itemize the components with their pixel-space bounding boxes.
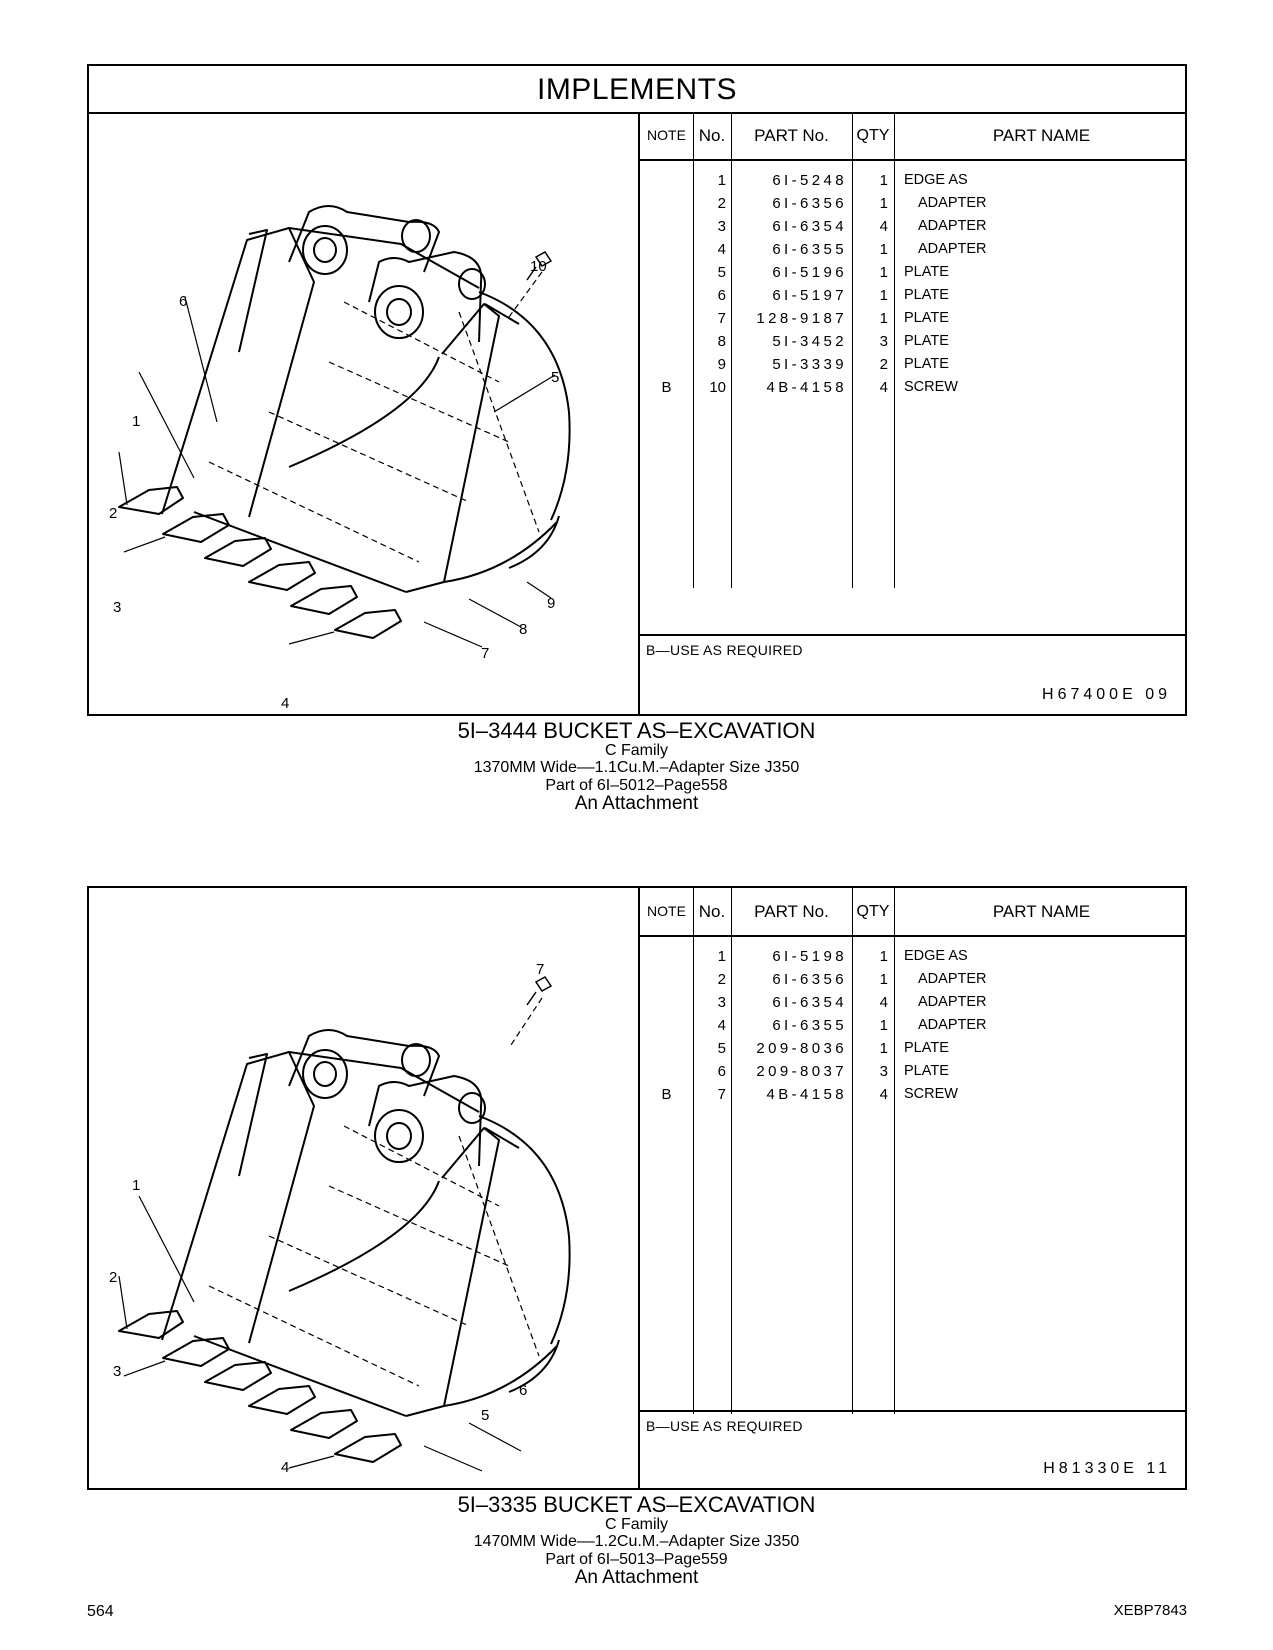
row-note: B: [661, 1086, 672, 1103]
row-item-number: 2: [717, 195, 726, 212]
row-part-name: PLATE: [904, 287, 949, 303]
callout-7: 7: [481, 645, 490, 662]
callout-6: 6: [179, 293, 188, 310]
row-part-number: 6I-5248: [772, 172, 847, 189]
callout-2: 2: [109, 505, 118, 522]
caption-family: C Family: [604, 1516, 669, 1533]
header-part-name: PART NAME: [992, 126, 1091, 145]
row-quantity: 1: [879, 971, 888, 988]
table-header: [640, 112, 1185, 161]
table-row: [640, 991, 1185, 1014]
caption-attachment: An Attachment: [574, 793, 699, 814]
row-part-name: ADAPTER: [918, 241, 987, 257]
section-title: IMPLEMENTS: [89, 66, 1185, 114]
table-row: [640, 1060, 1185, 1083]
row-quantity: 1: [879, 195, 888, 212]
row-quantity: 4: [879, 379, 888, 396]
row-part-name: ADAPTER: [918, 994, 987, 1010]
row-item-number: 1: [717, 948, 726, 965]
row-item-number: 10: [709, 379, 726, 396]
table-row: [640, 1014, 1185, 1037]
row-quantity: 1: [879, 287, 888, 304]
header-part-no: PART No.: [754, 902, 829, 921]
row-item-number: 1: [717, 172, 726, 189]
callout-6: 6: [519, 1382, 528, 1399]
row-part-number: 5I-3452: [772, 333, 847, 350]
callout-8: 8: [519, 621, 528, 638]
callout-3: 3: [113, 1363, 122, 1380]
row-part-name: SCREW: [904, 379, 958, 395]
callout-5: 5: [481, 1407, 490, 1424]
caption-spec: 1470MM Wide––1.2Cu.M.–Adapter Size J350: [473, 1533, 800, 1550]
table-row: [640, 376, 1185, 399]
table-row: [640, 307, 1185, 330]
table-row: [640, 1083, 1185, 1106]
callout-1: 1: [132, 413, 141, 430]
row-part-number: 209-8036: [756, 1040, 847, 1057]
row-part-name: PLATE: [904, 333, 949, 349]
row-part-name: PLATE: [904, 310, 949, 326]
row-part-number: 6I-5198: [772, 948, 847, 965]
callout-1: 1: [132, 1177, 141, 1194]
table-row: [640, 330, 1185, 353]
table-rows-1: [640, 169, 1185, 399]
caption-part-of: Part of 6I–5013–Page559: [545, 1551, 728, 1568]
row-quantity: 1: [879, 264, 888, 281]
caption-spec: 1370MM Wide––1.1Cu.M.–Adapter Size J350: [473, 759, 800, 776]
table-row: [640, 215, 1185, 238]
header-qty: QTY: [856, 903, 890, 920]
parts-panel-2: [87, 886, 1187, 1490]
bucket-drawing-1: [89, 112, 638, 712]
row-part-number: 4B-4158: [766, 1086, 847, 1103]
bucket-illustration-1: [89, 112, 638, 714]
callout-10: 10: [530, 258, 547, 275]
bucket-drawing-2: [89, 888, 638, 1488]
callout-9: 9: [547, 595, 556, 612]
illustration-code: H67400E 09: [1042, 686, 1171, 703]
panel-body-2: [89, 888, 1185, 1488]
bucket-illustration-2: [89, 888, 638, 1488]
table-row: [640, 353, 1185, 376]
header-no: No.: [698, 126, 726, 145]
footnote: B—USE AS REQUIRED: [646, 1418, 803, 1434]
header-qty: QTY: [856, 127, 890, 144]
row-item-number: 4: [717, 241, 726, 258]
row-quantity: 4: [879, 1086, 888, 1103]
page-number: 564: [87, 1603, 114, 1620]
panel-body-1: [89, 112, 1185, 714]
row-part-number: 6I-6354: [772, 218, 847, 235]
row-part-number: 209-8037: [756, 1063, 847, 1080]
row-part-name: SCREW: [904, 1086, 958, 1102]
row-part-number: 4B-4158: [766, 379, 847, 396]
row-quantity: 3: [879, 333, 888, 350]
row-part-number: 6I-6355: [772, 241, 847, 258]
row-item-number: 6: [717, 287, 726, 304]
table-row: [640, 192, 1185, 215]
callout-4: 4: [281, 1459, 290, 1476]
document-code: XEBP7843: [1113, 1602, 1187, 1619]
row-part-name: PLATE: [904, 356, 949, 372]
row-item-number: 6: [717, 1063, 726, 1080]
row-part-number: 5I-3339: [772, 356, 847, 373]
row-quantity: 1: [879, 310, 888, 327]
row-part-number: 6I-6354: [772, 994, 847, 1011]
table-footer-2: [640, 1410, 1185, 1488]
row-item-number: 3: [717, 994, 726, 1011]
row-item-number: 4: [717, 1017, 726, 1034]
row-part-number: 128-9187: [756, 310, 847, 327]
row-quantity: 3: [879, 1063, 888, 1080]
caption-family: C Family: [604, 742, 669, 759]
table-footer-1: [640, 634, 1185, 714]
callout-5: 5: [551, 369, 560, 386]
row-quantity: 4: [879, 218, 888, 235]
footnote: B—USE AS REQUIRED: [646, 642, 803, 658]
parts-table-2: [638, 888, 1185, 1488]
parts-table-1: [638, 112, 1185, 714]
row-item-number: 7: [717, 1086, 726, 1103]
caption-part-of: Part of 6I–5012–Page558: [545, 777, 728, 794]
caption-title: 5I–3444 BUCKET AS–EXCAVATION: [457, 718, 816, 743]
parts-panel-1: [87, 64, 1187, 716]
row-part-number: 6I-6356: [772, 195, 847, 212]
table-row: [640, 169, 1185, 192]
row-item-number: 8: [717, 333, 726, 350]
table-row: [640, 238, 1185, 261]
header-no: No.: [698, 902, 726, 921]
illustration-code: H81330E 11: [1043, 1460, 1171, 1477]
caption-2: [0, 1494, 1273, 1587]
caption-1: [0, 720, 1273, 813]
row-part-number: 6I-6355: [772, 1017, 847, 1034]
header-part-no: PART No.: [754, 126, 829, 145]
row-part-name: ADAPTER: [918, 218, 987, 234]
row-part-name: PLATE: [904, 1063, 949, 1079]
row-item-number: 9: [717, 356, 726, 373]
table-header: [640, 888, 1185, 937]
row-part-name: EDGE AS: [904, 948, 968, 964]
row-quantity: 1: [879, 1040, 888, 1057]
row-part-number: 6I-6356: [772, 971, 847, 988]
table-rows-2: [640, 945, 1185, 1106]
table-row: [640, 261, 1185, 284]
header-note: NOTE: [647, 127, 686, 143]
row-part-name: ADAPTER: [918, 971, 987, 987]
table-row: [640, 284, 1185, 307]
header-part-name: PART NAME: [992, 902, 1091, 921]
header-note: NOTE: [647, 903, 686, 919]
row-item-number: 3: [717, 218, 726, 235]
row-quantity: 4: [879, 994, 888, 1011]
callout-4: 4: [281, 695, 290, 712]
row-item-number: 5: [717, 264, 726, 281]
row-item-number: 5: [717, 1040, 726, 1057]
row-part-name: ADAPTER: [918, 195, 987, 211]
callout-3: 3: [113, 599, 122, 616]
table-row: [640, 945, 1185, 968]
row-quantity: 1: [879, 1017, 888, 1034]
row-part-name: PLATE: [904, 264, 949, 280]
row-item-number: 2: [717, 971, 726, 988]
row-quantity: 1: [879, 172, 888, 189]
row-part-number: 6I-5196: [772, 264, 847, 281]
row-item-number: 7: [717, 310, 726, 327]
row-part-number: 6I-5197: [772, 287, 847, 304]
caption-attachment: An Attachment: [574, 1567, 699, 1588]
caption-title: 5I–3335 BUCKET AS–EXCAVATION: [457, 1492, 816, 1517]
row-part-name: PLATE: [904, 1040, 949, 1056]
row-quantity: 2: [879, 356, 888, 373]
table-row: [640, 1037, 1185, 1060]
row-quantity: 1: [879, 241, 888, 258]
row-note: B: [661, 379, 672, 396]
row-part-name: EDGE AS: [904, 172, 968, 188]
callout-2: 2: [109, 1269, 118, 1286]
row-quantity: 1: [879, 948, 888, 965]
callout-7: 7: [536, 961, 545, 978]
table-row: [640, 968, 1185, 991]
row-part-name: ADAPTER: [918, 1017, 987, 1033]
